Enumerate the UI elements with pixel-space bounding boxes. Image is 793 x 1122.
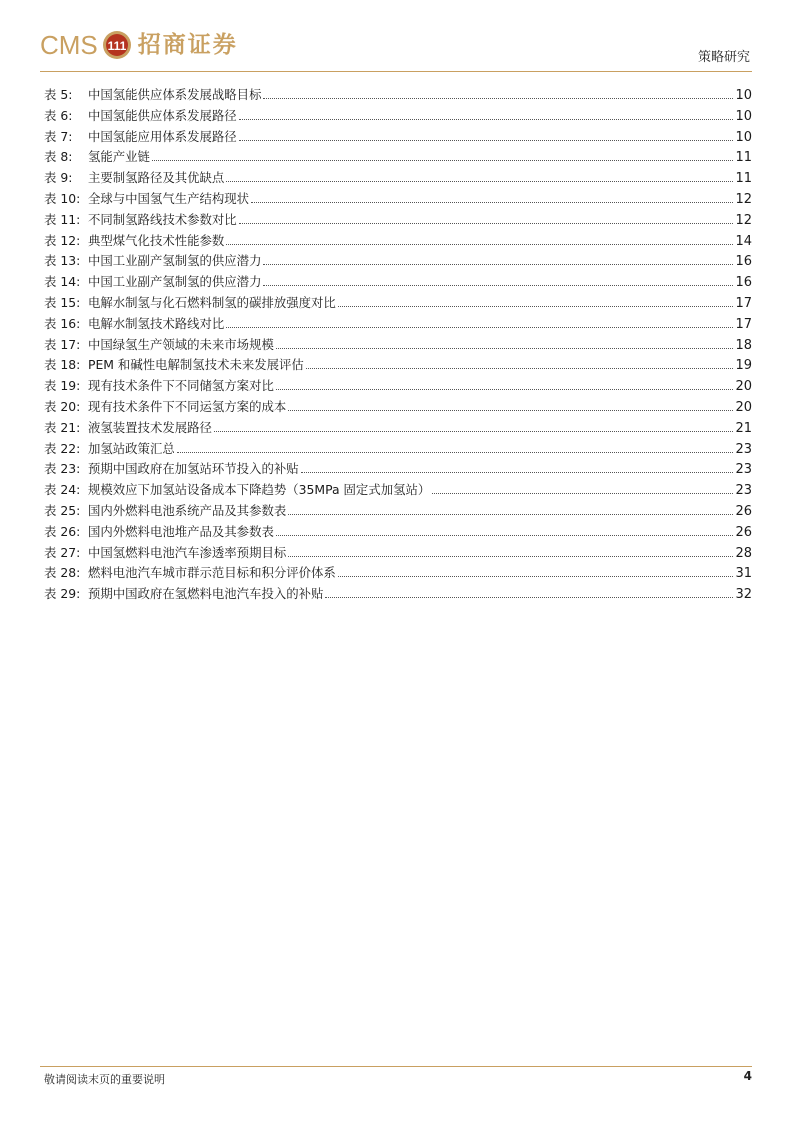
toc-entry-number: 表 15: [44,294,81,310]
toc-entry-number: 表 10: [44,190,81,206]
toc-entry[interactable] [44,293,752,314]
toc-dot-leader [226,326,733,328]
toc-entry[interactable] [44,439,752,460]
toc-entry[interactable] [44,459,752,480]
toc-dot-leader [338,575,734,577]
toc-entry-number: 表 23: [44,461,81,477]
toc-entry-number: 表 18: [44,357,81,373]
toc-dot-leader [226,243,733,245]
toc-entry[interactable] [44,127,752,148]
footer-disclaimer: 敬请阅读末页的重要说明 [44,1073,165,1086]
toc-entry-title[interactable]: 不同制氢路线技术参数对比 [88,211,237,227]
toc-entry-number: 表 26: [44,523,81,539]
toc-entry-page[interactable]: 26 [735,524,752,540]
toc-entry-title[interactable]: 典型煤气化技术性能参数 [88,232,225,248]
toc-entry-number: 表 8: [44,149,73,165]
toc-dot-leader [251,201,733,203]
logo-chinese-name: 招商证券 [137,32,238,58]
toc-entry[interactable] [44,480,752,501]
toc-entry[interactable] [44,335,752,356]
toc-entry-number: 表 28: [44,565,81,581]
toc-entry[interactable] [44,189,752,210]
toc-entry-page[interactable]: 28 [735,545,752,561]
toc-entry-title[interactable]: 中国氢能应用体系发展路径 [88,128,237,144]
toc-entry-page[interactable]: 17 [735,316,752,332]
toc-entry-title[interactable]: 国内外燃料电池堆产品及其参数表 [88,523,274,539]
toc-entry-number: 表 20: [44,398,81,414]
toc-entry-number: 表 17: [44,336,81,352]
toc-entry-page[interactable]: 23 [735,483,752,499]
toc-entry-title[interactable]: 中国氢能供应体系发展路径 [88,107,237,123]
toc-entry[interactable] [44,543,752,564]
toc-entry-number: 表 12: [44,232,81,248]
toc-entry-number: 表 5: [44,87,73,102]
logo-cms-text: CMS [40,30,98,60]
toc-entry[interactable] [44,397,752,418]
toc-dot-leader [152,159,734,161]
toc-entry-title[interactable]: 燃料电池汽车城市群示范目标和积分评价体系 [88,565,336,581]
toc-entry-page[interactable]: 23 [735,462,752,478]
toc-entry[interactable] [44,85,752,106]
toc-entry-number: 表 29: [44,586,81,602]
toc-entry[interactable] [44,584,752,605]
toc-dot-leader [288,555,733,557]
toc-dot-leader [239,139,734,141]
toc-entry-number: 表 25: [44,502,81,518]
toc-dot-leader [276,534,734,536]
toc-entry[interactable] [44,231,752,252]
toc-entry-title[interactable]: 电解水制氢与化石燃料制氢的碳排放强度对比 [88,294,336,310]
toc-dot-leader [276,347,734,349]
toc-dot-leader [276,388,734,390]
toc-entry[interactable] [44,272,752,293]
toc-entry[interactable] [44,376,752,397]
toc-entry-title[interactable]: 预期中国政府在氢燃料电池汽车投入的补贴 [88,586,324,602]
toc-entry[interactable] [44,168,752,189]
toc-entry-number: 表 19: [44,378,81,394]
toc-entry-title[interactable]: 中国工业副产氢制氢的供应潜力 [88,253,262,269]
toc-entry-title[interactable]: 主要制氢路径及其优缺点 [88,170,225,186]
table-of-contents [44,85,752,605]
toc-entry-page[interactable]: 18 [735,337,752,353]
toc-entry-title[interactable]: 中国绿氢生产领域的未来市场规模 [88,336,274,352]
toc-entry-page[interactable]: 14 [735,233,752,249]
toc-entry-page[interactable]: 20 [735,399,752,415]
toc-entry[interactable] [44,210,752,231]
toc-entry-page[interactable]: 21 [735,420,752,436]
toc-entry-page[interactable]: 10 [735,129,752,145]
toc-entry-page[interactable]: 10 [735,108,752,124]
toc-entry-page[interactable]: 16 [735,275,752,291]
toc-entry[interactable] [44,563,752,584]
header-divider [40,71,752,72]
toc-dot-leader [306,367,734,369]
toc-entry[interactable] [44,522,752,543]
toc-entry-title[interactable]: 氢能产业链 [88,149,150,165]
toc-entry-page[interactable]: 17 [735,295,752,311]
toc-entry-number: 表 11: [44,211,81,227]
toc-entry-number: 表 6: [44,107,73,123]
toc-entry-number: 表 22: [44,440,81,456]
toc-entry-title[interactable]: 电解水制氢技术路线对比 [88,315,225,331]
logo-emblem-icon [102,30,132,60]
toc-entry-number: 表 24: [44,482,81,498]
toc-entry-title[interactable]: 全球与中国氢气生产结构现状 [88,190,250,206]
toc-entry[interactable] [44,418,752,439]
toc-dot-leader [288,513,733,515]
toc-entry-number: 表 7: [44,128,73,144]
toc-dot-leader [288,409,733,411]
toc-entry[interactable] [44,314,752,335]
toc-entry-page[interactable]: 20 [735,379,752,395]
toc-dot-leader [239,118,734,120]
company-logo [40,30,238,60]
toc-entry-page[interactable]: 31 [735,566,752,582]
toc-entry-title[interactable]: 现有技术条件下不同运氢方案的成本 [88,398,287,414]
toc-entry-title[interactable]: 液氢装置技术发展路径 [88,419,212,435]
toc-entry-number: 表 21: [44,419,81,435]
toc-dot-leader [226,180,733,182]
toc-dot-leader [177,451,734,453]
toc-dot-leader [432,492,733,494]
page-number: 4 [743,1069,752,1083]
toc-entry-page[interactable]: 26 [735,503,752,519]
toc-entry[interactable] [44,147,752,168]
toc-entry-page[interactable]: 12 [735,191,752,207]
toc-dot-leader [263,284,733,286]
toc-entry-title[interactable]: 国内外燃料电池系统产品及其参数表 [88,502,287,518]
logo-mark-text: 111 [107,39,127,53]
toc-dot-leader [338,305,734,307]
toc-entry-page[interactable]: 12 [735,212,752,228]
toc-entry-page[interactable]: 10 [735,88,752,103]
toc-entry-number: 表 14: [44,274,81,290]
toc-entry-number: 表 13: [44,253,81,269]
toc-entry-page[interactable]: 19 [735,358,752,374]
toc-entry-title[interactable]: 预期中国政府在加氢站环节投入的补贴 [88,461,299,477]
toc-dot-leader [239,222,734,224]
toc-entry-number: 表 16: [44,315,81,331]
toc-entry-page[interactable]: 23 [735,441,752,457]
footer-divider [40,1066,752,1067]
toc-dot-leader [214,430,734,432]
toc-entry[interactable] [44,251,752,272]
toc-entry-title[interactable]: 中国氢燃料电池汽车渗透率预期目标 [88,544,287,560]
toc-entry-page[interactable]: 32 [735,587,752,603]
toc-entry-page[interactable]: 11 [735,150,752,166]
toc-entry-title[interactable]: 中国氢能供应体系发展战略目标 [88,87,262,102]
toc-entry-title[interactable]: 现有技术条件下不同储氢方案对比 [88,378,274,394]
report-category: 策略研究 [697,50,750,65]
toc-dot-leader [263,97,733,99]
toc-entry-number: 表 27: [44,544,81,560]
toc-dot-leader [325,596,733,598]
toc-entry[interactable] [44,501,752,522]
toc-entry-title[interactable]: PEM 和碱性电解制氢技术未来发展评估 [88,357,304,373]
toc-entry-page[interactable]: 11 [735,171,752,187]
page-header [40,26,752,70]
toc-entry-title[interactable]: 加氢站政策汇总 [88,440,175,456]
toc-dot-leader [263,263,733,265]
toc-entry[interactable] [44,355,752,376]
toc-entry-title[interactable]: 规模效应下加氢站设备成本下降趋势（35MPa 固定式加氢站） [88,482,431,498]
toc-dot-leader [301,471,734,473]
toc-entry-page[interactable]: 16 [735,254,752,270]
toc-entry[interactable] [44,106,752,127]
toc-entry-title[interactable]: 中国工业副产氢制氢的供应潜力 [88,274,262,290]
toc-entry-number: 表 9: [44,170,73,186]
